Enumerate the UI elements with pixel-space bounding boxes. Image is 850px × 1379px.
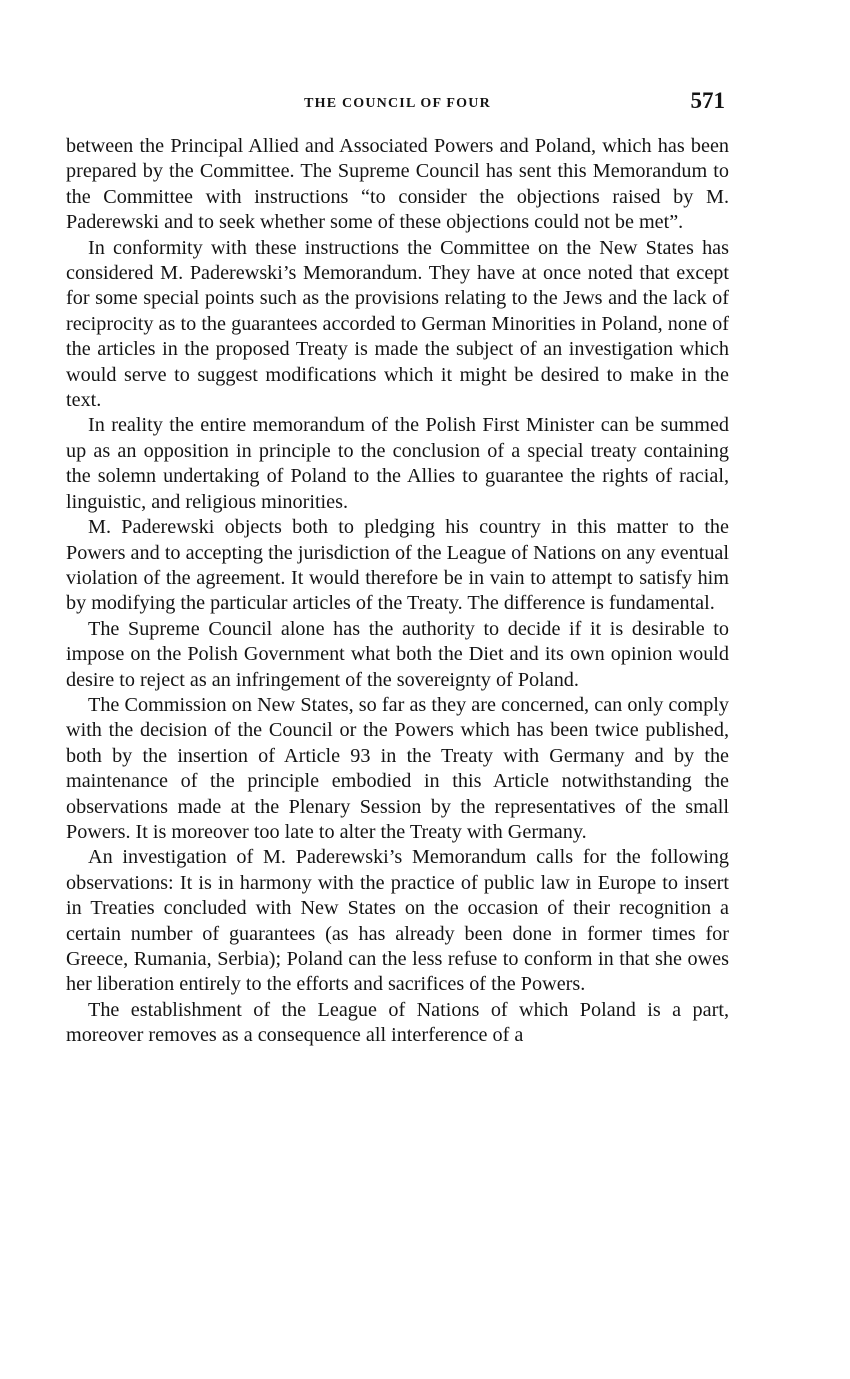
paragraph-2: In conformity with these instructions the Committee on the New States has considered M. Paderewski’s Memorandum. They have at once noted that except for some special points such as the provisions relating to the Jews and the lack of reciprocity as to the guarantees accorded to German Minorities in Poland, none of the articles in the proposed Treaty is made the subject of an investigation which would serve to suggest modifications which it might be desired to make in the text.	[66, 236, 729, 412]
paragraph-8: The establishment of the League of Nations of which Poland is a part, moreover removes as a consequence all interference of a	[66, 998, 729, 1047]
page-number: 571	[690, 88, 725, 113]
body-text	[66, 134, 729, 1049]
running-title: THE COUNCIL OF FOUR	[304, 96, 491, 111]
paragraph-6: The Commission on New States, so far as they are concerned, can only comply with the decision of the Council or the Powers which has been twice published, both by the insertion of Article 93 in the Treaty with Germany and by the maintenance of the principle embodied in this Article notwithstanding the observations made at the Plenary Session by the representatives of the small Powers. It is moreover too late to alter the Treaty with Germany.	[66, 693, 729, 843]
paragraph-7: An investigation of M. Paderewski’s Memorandum calls for the following observations: It is in harmony with the practice of public law in Europe to insert in Treaties concluded with New States on the occasion of their recognition a certain number of guarantees (as has already been done in former times for Greece, Rumania, Serbia); Poland can the less refuse to conform in that she owes her liberation entirely to the efforts and sacrifices of the Powers.	[66, 846, 729, 996]
paragraph-4: M. Paderewski objects both to pledging his country in this matter to the Powers and to accepting the jurisdiction of the League of Nations on any eventual violation of the agreement. It would therefore be in vain to attempt to satisfy him by modifying the particular articles of the Treaty. The difference is fundamental.	[66, 516, 729, 615]
paragraph-3: In reality the entire memorandum of the Polish First Minister can be summed up as an opposition in principle to the conclusion of a special treaty containing the solemn undertaking of Poland to the Allies to guarantee the rights of racial, linguistic, and religious minorities.	[66, 414, 729, 513]
paragraph-5: The Supreme Council alone has the authority to decide if it is desirable to impose on the Polish Government what both the Diet and its own opinion would desire to reject as an infringement of the sovereignty of Poland.	[66, 617, 729, 691]
running-header	[66, 88, 729, 122]
paragraph-1: between the Principal Allied and Associated Powers and Poland, which has been prepared by the Committee. The Supreme Council has sent this Memorandum to the Committee with instructions “to consider the objections raised by M. Paderewski and to seek whether some of these objections could not be met”.	[66, 135, 729, 234]
document-page	[66, 88, 729, 1049]
